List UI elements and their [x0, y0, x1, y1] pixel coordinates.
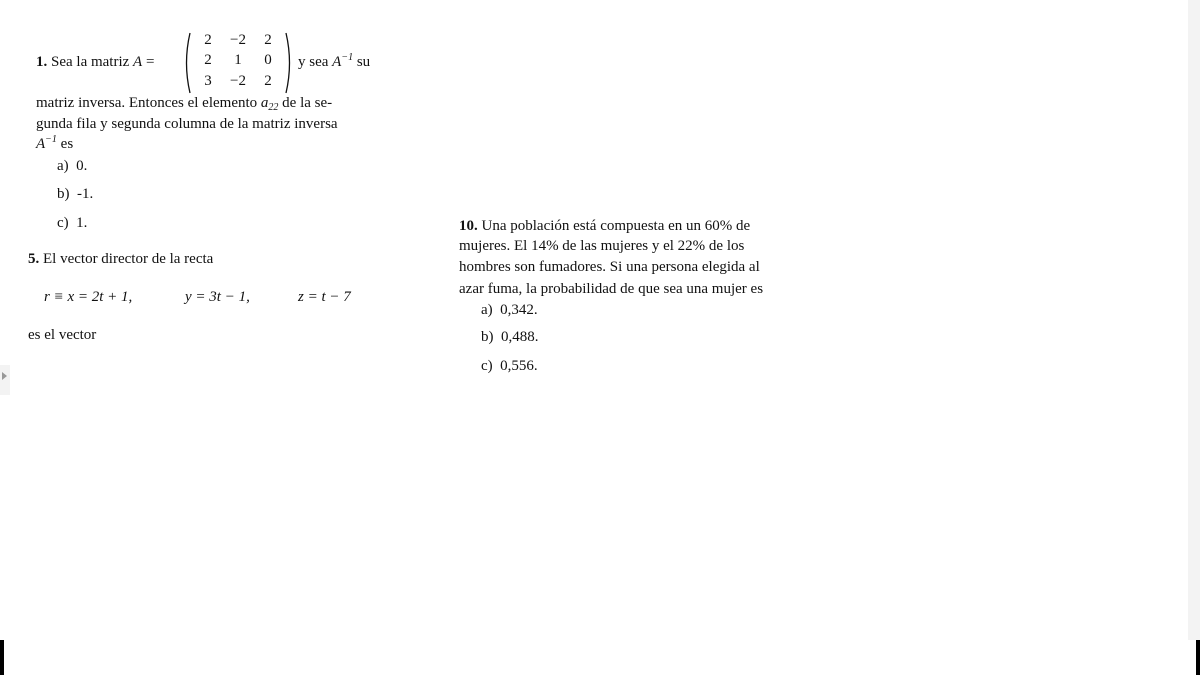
left-paren-icon [182, 32, 192, 94]
q5-prompt [28, 251, 213, 268]
inverse-base: A [332, 54, 342, 70]
matrix-cell: −2 [230, 32, 246, 48]
matrix-cell: 0 [264, 52, 272, 68]
q10-option-c[interactable] [481, 358, 538, 375]
option-text: 0. [76, 158, 88, 174]
q1-option-a[interactable] [57, 158, 87, 175]
q1-element [261, 95, 279, 111]
q5-equation-y: y = 3t − 1, [185, 289, 250, 305]
q10-number: 10. [459, 218, 478, 234]
q1-line2 [36, 95, 332, 112]
q1-matrix [182, 32, 294, 94]
option-text: 0,488. [501, 329, 539, 345]
left-side-tab[interactable] [0, 365, 10, 395]
option-text: 1. [76, 215, 88, 231]
expand-arrow-icon[interactable] [2, 372, 7, 380]
matrix-cell: 1 [234, 52, 242, 68]
option-text: 0,556. [500, 358, 538, 374]
matrix-cell: 2 [204, 52, 212, 68]
left-edge-bar [0, 640, 4, 675]
right-edge-bar [1196, 640, 1200, 675]
q1-inverse [332, 54, 353, 70]
q10-line2: mujeres. El 14% de las mujeres y el 22% de los [459, 238, 745, 254]
q1-number: 1. [36, 54, 48, 70]
q1-line2-tail: de la se- [282, 95, 333, 111]
q10-line4: azar fuma, la probabilidad de que sea una mujer es [459, 281, 764, 297]
q1-line4-inverse [36, 136, 57, 152]
option-text: -1. [77, 186, 94, 202]
q1-option-b[interactable] [57, 186, 93, 203]
q10-line3: hombres son fumadores. Si una persona elegida al [459, 259, 760, 275]
q10-option-a[interactable] [481, 302, 538, 319]
matrix-cell: 2 [204, 32, 212, 48]
option-letter: a) [481, 302, 493, 318]
q1-after-matrix: y sea [298, 54, 329, 70]
q1-line1-start [36, 54, 154, 71]
matrix-cell: 3 [204, 73, 212, 89]
q5-text: El vector director de la recta [43, 251, 214, 267]
q1-line1-end [298, 54, 370, 71]
element-base: a [260, 95, 269, 111]
option-text: 0,342. [500, 302, 538, 318]
line4-exponent: −1 [45, 134, 57, 145]
right-paren-icon [284, 32, 294, 94]
q1-su: su [356, 54, 371, 70]
matrix-cell: 2 [264, 73, 272, 89]
option-letter: c) [481, 358, 493, 374]
q10-line1 [459, 218, 750, 235]
option-letter: c) [57, 215, 69, 231]
right-scroll-strip [1188, 0, 1200, 640]
q1-line4 [36, 136, 73, 153]
q1-equals: = [145, 54, 155, 70]
matrix-cell: −2 [230, 73, 246, 89]
q5-tail: es el vector [28, 327, 97, 343]
q1-intro: Sea la matriz [51, 54, 130, 70]
q5-number: 5. [28, 251, 40, 267]
q5-equation-z: z = t − 7 [298, 289, 351, 305]
matrix-cell: 2 [264, 32, 272, 48]
q1-matrix-name: A [133, 54, 143, 70]
option-letter: b) [57, 186, 70, 202]
q1-line3: gunda fila y segunda columna de la matriz inversa [36, 116, 338, 132]
q1-line2-text: matriz inversa. Entonces el elemento [36, 95, 258, 111]
q1-line4-tail: es [60, 136, 74, 152]
q1-option-c[interactable] [57, 215, 87, 232]
line4-base: A [36, 136, 46, 152]
inverse-exponent: −1 [341, 52, 354, 63]
option-letter: b) [481, 329, 494, 345]
q5-equation-x: r ≡ x = 2t + 1, [44, 289, 133, 305]
option-letter: a) [57, 158, 69, 174]
element-subscript: 22 [268, 102, 279, 113]
q10-option-b[interactable] [481, 329, 539, 346]
q10-line1-text: Una población está compuesta en un 60% de [481, 218, 751, 234]
